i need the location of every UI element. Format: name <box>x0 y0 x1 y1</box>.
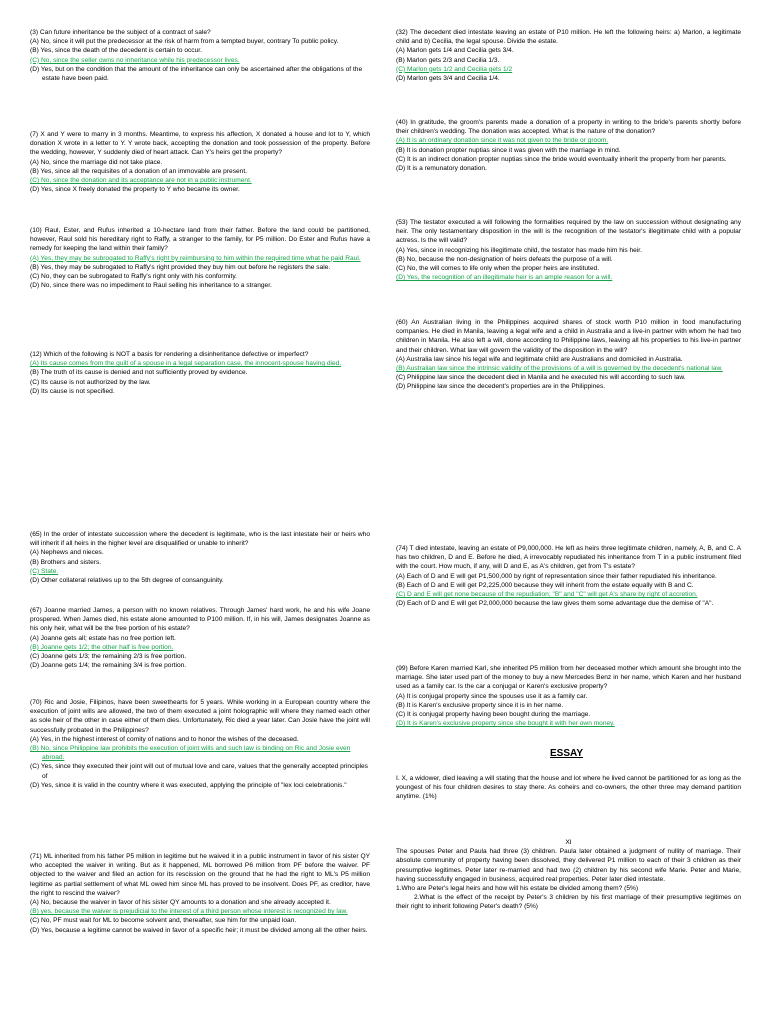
question-70 <box>30 698 370 790</box>
option-c: (C) Philippine law since the decedent died in Manila and he executed his will according to such law. <box>396 374 686 382</box>
question-stem: (53) The testator executed a will following the formalities required by the law on succession without designating any heir. The only testamentary disposition in the will is the recognition of the testator's illegitimate child with a popular actress. Is the will valid? <box>396 219 741 245</box>
question-stem: (67) Joanne married James, a person with no known relatives. Through James' hard work, he and his wife Joane prospered. When James died, his estate alone amounted to P100 million. If, in his will, James designates Joanne as his only heir, what will be the free portion of his estate? <box>30 607 370 633</box>
question-stem: (70) Ric and Josie, Filipinos, have been sweethearts for 5 years. While working in a European country where the execution of joint wills are allowed, the two of them executed a joint holographic will where they named each other as sole heir of the other in case either of them dies. Unfortunately, Ric died a year later. Can Josie have the joint will successfully probated in the Philippines? <box>30 699 370 734</box>
option-a: (A) Australia law since his legal wife and legitimate child are Australians and domiciled in Australia. <box>396 355 683 363</box>
option-d: (D) Yes, but on the condition that the amount of the inheritance can only be ascertained after the obligations of the estate have been paid. <box>30 65 363 83</box>
essay-question-xi <box>396 838 741 912</box>
option-d: (D) Other collateral relatives up to the 5th degree of consanguinity. <box>30 577 224 585</box>
option-d: (D) It is a remunatory donation. <box>396 165 487 173</box>
option-a: (A) It is conjugal property since the spouses use it as a family car. <box>396 692 588 700</box>
option-c: (C) Its cause is not authorized by the law. <box>30 378 151 386</box>
option-b-correct: (B) No, since Philippine law prohibits the execution of joint wills and such law is binding on Ric and Josie even abroad. <box>30 745 351 762</box>
question-53 <box>396 218 741 282</box>
option-b: (B) Each of D and E will get P2,225,000 because they will inherit from the estate equally with B and C. <box>396 581 694 589</box>
option-b: (B) It is donation propter nuptias since it was given with the marriage in mind. <box>396 146 621 154</box>
option-a-correct: (A) Yes, they may be subrogated to Raffy's right by reimbursing to him within the required time what he paid Raul. <box>30 254 361 262</box>
option-a-correct: (A) Its cause comes from the guilt of a spouse in a legal separation case, the innocent-spouse having died. <box>30 360 342 368</box>
question-71 <box>30 852 370 935</box>
option-d: (D) Marlon gets 3/4 and Cecilia 1/4. <box>396 75 500 83</box>
option-c: (C) No, the will comes to life only when the proper heirs are instituted. <box>396 265 600 273</box>
question-stem: (71) ML inherited from his father P5 million in legitime but he waived it in a public instrument in favor of his sister QY who accepted the waiver in writing. But as it happened, ML borrowed P6 million from PF before the waiver. PF objected to the waiver and filed an action for its rescission on the ground that he had the right to ML's P5 million legitime as partial settlement of what ML owed him since ML has proved to be insolvent. Does PF, as creditor, have the right to rescind the waiver? <box>30 853 370 897</box>
option-c-correct: (C) No, since the donation and its acceptance are not in a public instrument. <box>30 177 252 185</box>
option-d-correct: (D) It is Karen's exclusive property since she bought it with her own money. <box>396 720 615 728</box>
option-a: (A) Marlon gets 1/4 and Cecilia gets 3/4. <box>396 47 514 55</box>
essay-xi-text: The spouses Peter and Paula had three (3) children. Paula later obtained a judgment of nullity of marriage. Their absolute community of property having been dissolved, they delivered P1 million to each of their 3 children as their presumptive legitimes. Peter later re-married and had two (2) children by his second wife Marie. Peter and Marie, having successfully engaged in business, acquired real properties. Peter later died intestate. <box>396 848 741 883</box>
essay-heading: ESSAY <box>550 748 583 759</box>
option-c: (C) Joanne gets 1/3; the remaining 2/3 is free portion. <box>30 653 187 661</box>
option-d: (D) No, since there was no impediment to Raul selling his inheritance to a stranger. <box>30 282 272 290</box>
option-d: (D) Yes, because a legitime cannot be waived in favor of a specific heir; it must be divided among all the other heirs. <box>30 926 368 934</box>
option-c-correct: (C) Marlon gets 1/2 and Cecilia gets 1/2 <box>396 65 513 73</box>
option-d: (D) Yes, since X freely donated the property to Y who became its owner. <box>30 186 240 194</box>
option-d: (D) Philippine law since the decedent's properties are in the Philippines. <box>396 383 606 391</box>
question-stem: (12) Which of the following is NOT a basis for rendering a disinheritance defective or imperfect? <box>30 351 309 358</box>
question-stem: (3) Can future inheritance be the subject of a contract of sale? <box>30 29 211 36</box>
option-b-correct: (B) yes, because the waiver is prejudicial to the interest of a third person whose interest is recognized by law. <box>30 908 348 916</box>
option-a: (A) Yes, in the highest interest of comity of nations and to honor the wishes of the deceased. <box>30 735 299 743</box>
option-d-correct: (D) Yes, the recognition of an illegitimate heir is an ample reason for a will. <box>396 274 613 282</box>
essay-q1-text: I. X, a widower, died leaving a will stating that the house and lot where he lived cannot be partitioned for as long as the youngest of his four children desires to stay there. As coheirs and co-owners, the other three may demand partition anytime. (1%) <box>396 775 741 801</box>
option-c: (C) It is conjugal property having been bought during the marriage. <box>396 711 591 719</box>
option-b-correct: (B) Australian law since the intrinsic validity of the provisions of a will is governed by the decedent's national law. <box>396 365 723 373</box>
question-67 <box>30 606 370 670</box>
question-60 <box>396 318 741 392</box>
option-a: (A) No, since it will put the predecessor at the risk of harm from a tempted buyer, contrary To public policy. <box>30 38 339 46</box>
option-d: (D) Each of D and E will get P2,000,000 because the law gives them some advantage due the demise of "A". <box>396 600 714 608</box>
option-b: (B) Marlon gets 2/3 and Cecilia 1/3. <box>396 56 500 64</box>
question-7 <box>30 130 370 194</box>
option-d: (D) Yes, since it is valid in the country where it was executed, applying the principle of "lex loci celebrationis." <box>30 781 347 789</box>
option-d: (D) Its cause is not specified. <box>30 387 115 395</box>
option-a: (A) No, because the waiver in favor of his sister QY amounts to a donation and she already accepted it. <box>30 899 331 907</box>
option-c: (C) No, they can be subrogated to Raffy's right only with his conformity. <box>30 273 237 281</box>
question-99 <box>396 664 741 728</box>
question-65 <box>30 530 370 585</box>
option-b: (B) It is Karen's exclusive property since it is in her name. <box>396 701 564 709</box>
option-a: (A) Each of D and E will get P1,500,000 by right of representation since their father repudiated his inheritance. <box>396 572 717 580</box>
question-10 <box>30 226 370 290</box>
option-c: (C) It is an indirect donation propter nuptias since the bride would eventually inherit the property from her parents. <box>396 155 727 163</box>
question-stem: (65) In the order of intestate succession where the decedent is legitimate, who is the last intestate heir or heirs who will inherit if all heirs in the higher level are disqualified or unable to inherit? <box>30 531 370 548</box>
question-stem: (99) Before Karen married Karl, she inherited P5 million from her deceased mother which amount she brought into the marriage. She later used part of the money to buy a new Mercedes Benz in her name, which Karen and her husband used as a family car. Is the car a conjugal or Karen's exclusive property? <box>396 665 741 691</box>
option-c: (C) Yes, since they executed their joint will out of mutual love and care, values that the generally accepted principles of <box>30 763 368 780</box>
question-stem: (60) An Australian living in the Philippines acquired shares of stock worth P10 million in food manufacturing companies. He died in Manila, leaving a legal wife and a child in Australia and a live-in partner with whom he had two children in Manila. He also left a will, done according to Philippine laws, leaving all his properties to his live-in partner and their children. What law will govern the validity of the disposition in the will? <box>396 319 741 354</box>
question-32 <box>396 28 741 83</box>
option-b-correct: (B) Joanne gets 1/2; the other half is free portion. <box>30 643 174 651</box>
question-3 <box>30 28 370 83</box>
essay-xi-q1: 1.Who are Peter's legal heirs and how will his estate be divided among them? (5%) <box>396 885 639 893</box>
option-b: (B) The truth of its cause is denied and not sufficiently proved by evidence. <box>30 369 248 377</box>
option-b: (B) Yes, since all the requisites of a donation of an immovable are present. <box>30 167 247 175</box>
question-stem: (32) The decedent died intestate leaving an estate of P10 million. He left the following heirs: a) Marlon, a legitimate child and b) Cecilia, the legal spouse. Divide the estate. <box>396 29 741 46</box>
option-b: (B) Yes, since the death of the decedent is certain to occur. <box>30 47 202 55</box>
essay-xi-label: XI <box>565 839 572 846</box>
option-a: (A) Nephews and nieces. <box>30 549 104 557</box>
question-stem: (74) T died intestate, leaving an estate of P9,000,000. He left as heirs three legitimate children, namely, A, B, and C. A has two children, D and E. Before he died, A irrevocably repudiated his inheritance from T in a public instrument filed with the court. How much, if any, will D and E, as A's children, get from T's estate? <box>396 545 741 571</box>
option-c-correct: (C) State. <box>30 567 59 575</box>
option-c-correct: (C) D and E will get none because of the repudiation; "B" and "C" will get A's share by right of accretion. <box>396 591 698 599</box>
option-a-correct: (A) It is an ordinary donation since it was not given to the bride or groom. <box>396 137 609 145</box>
option-b: (B) Yes, they may be subrogated to Raffy's right provided they buy him out before he registers the sale. <box>30 263 331 271</box>
essay-question-1 <box>396 774 741 802</box>
question-74 <box>396 544 741 608</box>
question-stem: (10) Raul, Ester, and Rufus inherited a 10-hectare land from their father. Before the land could be partitioned, however, Raul sold his hereditary right to Raffy, a stranger to the family, for P5 million. Do Ester and Rufus have a remedy for keeping the land within their family? <box>30 227 370 253</box>
option-c-correct: (C) No, since the seller owns no inheritance while his predecessor lives. <box>30 56 240 64</box>
question-40 <box>396 118 741 173</box>
option-d: (D) Joanne gets 1/4; the remaining 3/4 is free portion. <box>30 662 187 670</box>
option-a: (A) No, since the marriage did not take place. <box>30 158 163 166</box>
question-stem: (7) X and Y were to marry in 3 months. Meantime, to express his affection, X donated a house and lot to Y, which donation X wrote in a letter to Y. Y wrote back, accepting the donation and took possession of the property. Before the wedding, however, Y suddenly died of heart attack. Can Y's heirs get the property? <box>30 131 370 157</box>
option-a: (A) Joanne gets all; estate has no free portion left. <box>30 634 176 642</box>
option-b: (B) Brothers and sisters. <box>30 558 102 566</box>
question-12 <box>30 350 370 396</box>
option-b: (B) No, because the non-designation of heirs defeats the purpose of a will. <box>396 255 613 263</box>
option-c: (C) No, PF must wait for ML to become solvent and, thereafter, sue him for the unpaid loan. <box>30 917 297 925</box>
question-stem: (40) In gratitude, the groom's parents made a donation of a property in writing to the bride's parents shortly before their children's wedding. The donation was accepted. What is the nature of the donation? <box>396 119 741 136</box>
essay-xi-q2: 2.What is the effect of the receipt by Peter's 3 children by his first marriage of their presumptive legitimes on their right to inherit following Peter's death? (5%) <box>396 894 741 911</box>
option-a: (A) Yes, since in recognizing his illegitimate child, the testator has made him his heir. <box>396 246 642 254</box>
